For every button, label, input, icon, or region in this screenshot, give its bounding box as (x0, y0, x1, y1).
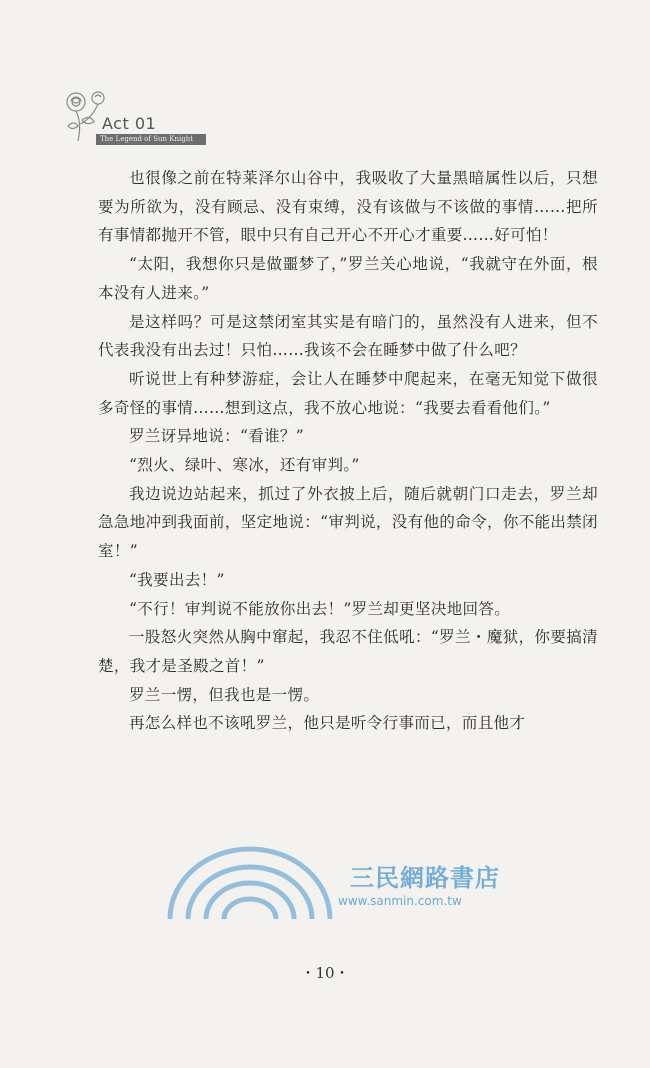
paragraph: 也很像之前在特莱泽尔山谷中，我吸收了大量黑暗属性以后，只想要为所欲为，没有顾忌、没有束缚，没有该做与不该做的事情……把所有事情都抛开不管，眼中只有自己开心不开心才重要……好可怕！ (98, 169, 598, 245)
paragraph: “不行！审判说不能放你出去！”罗兰却更坚决地回答。 (129, 599, 511, 618)
act-title: Act 01 (102, 114, 157, 133)
paragraph: 是这样吗？可是这禁闭室其实是有暗门的，虽然没有人进来，但不代表我没有出去过！只怕……我该不会在睡梦中做了什么吧？ (98, 312, 598, 360)
act-subtitle: The Legend of Sun Knight (96, 134, 206, 145)
paragraph: “我要出去！” (129, 570, 225, 589)
watermark-url: www.sanmin.com.tw (338, 894, 462, 908)
paragraph: 罗兰讶异地说：“看谁？” (129, 427, 305, 446)
page-number: ・10・ (300, 964, 350, 982)
body-text (98, 164, 598, 738)
paragraph: 听说世上有种梦游症，会让人在睡梦中爬起来，在毫无知觉下做很多奇怪的事情……想到这点，我不放心地说：“我要去看看他们。” (98, 369, 598, 417)
watermark-logo-icon (160, 844, 340, 924)
paragraph: 罗兰一愣，但我也是一愣。 (129, 685, 320, 704)
paragraph: “烈火、绿叶、寒冰，还有审判。” (129, 456, 360, 475)
paragraph: 一股怒火突然从胸中窜起，我忍不住低吼：“罗兰・魔狱，你要搞清楚，我才是圣殿之首！” (98, 628, 598, 675)
chapter-header (62, 88, 212, 148)
paragraph: “太阳，我想你只是做噩梦了，”罗兰关心地说，“我就守在外面，根本没有人进来。” (98, 255, 598, 302)
watermark-name: 三民網路書店 (350, 864, 500, 892)
paragraph: 我边说边站起来，抓过了外衣披上后，随后就朝门口走去，罗兰却急急地冲到我面前，坚定地说：“审判说，没有他的命令，你不能出禁闭室！” (98, 484, 598, 561)
store-watermark (160, 838, 500, 928)
paragraph: 再怎么样也不该吼罗兰，他只是听令行事而已，而且他才 (129, 714, 526, 733)
